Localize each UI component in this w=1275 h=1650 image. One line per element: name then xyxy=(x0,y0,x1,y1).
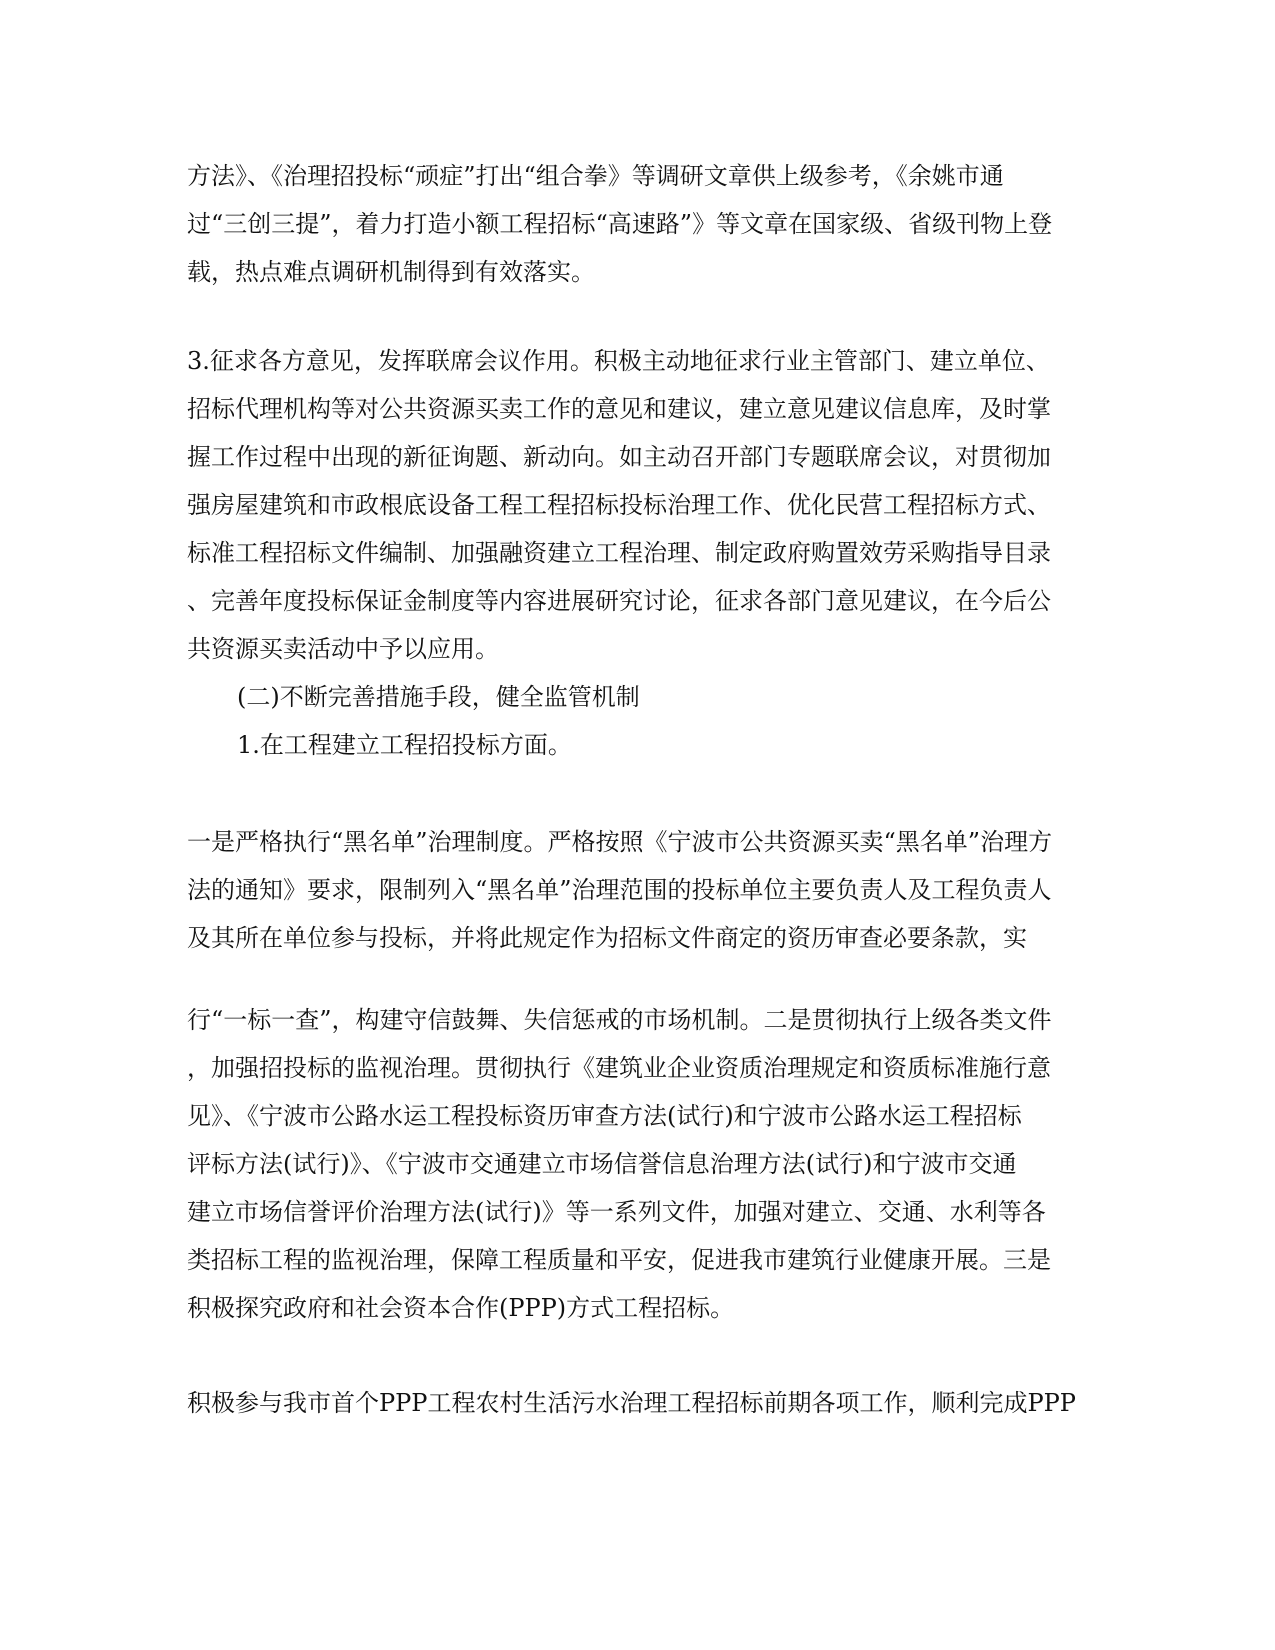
text-line: 积极探究政府和社会资本合作(PPP)方式工程招标。 xyxy=(187,1294,735,1322)
text-line: 见》、《宁波市公路水运工程投标资历审查方法(试行)和宁波市公路水运工程招标 xyxy=(187,1102,1022,1130)
text-line: 握工作过程中出现的新征询题、新动向。如主动召开部门专题联席会议，对贯彻加 xyxy=(187,443,1051,471)
section-heading xyxy=(187,673,1137,721)
text-line: 强房屋建筑和市政根底设备工程工程招标投标治理工作、优化民营工程招标方式、 xyxy=(187,491,1051,519)
text-line: 共资源买卖活动中予以应用。 xyxy=(187,635,499,663)
text-line: 载，热点难点调研机制得到有效落实。 xyxy=(187,258,595,286)
text-line: 过“三创三提”，着力打造小额工程招标“高速路”》等文章在国家级、省级刊物上登 xyxy=(187,210,1053,238)
paragraph-joint-meeting xyxy=(187,337,1087,673)
text-line: ，加强招投标的监视治理。贯彻执行《建筑业企业资质治理规定和资质标准施行意 xyxy=(187,1054,1051,1082)
text-line: 方法》、《治理招投标“顽症”打出“组合拳》等调研文章供上级参考，《余姚市通 xyxy=(187,162,1004,190)
paragraph-ppp xyxy=(187,1379,1087,1427)
paragraph-research-articles xyxy=(187,152,1087,296)
text-line: 行“一标一查”，构建守信鼓舞、失信惩戒的市场机制。二是贯彻执行上级各类文件 xyxy=(187,1006,1052,1034)
text-line: 1.在工程建立工程招投标方面。 xyxy=(237,731,572,759)
text-line: (二)不断完善措施手段，健全监管机制 xyxy=(237,683,640,711)
text-line: 积极参与我市首个PPP工程农村生活污水治理工程招标前期各项工作，顺利完成PPP xyxy=(187,1389,1076,1417)
text-line: 、完善年度投标保证金制度等内容进展研究讨论，征求各部门意见建议，在今后公 xyxy=(187,587,1051,615)
text-line: 建立市场信誉评价治理方法(试行)》等一系列文件，加强对建立、交通、水利等各 xyxy=(187,1198,1046,1226)
text-line: 招标代理机构等对公共资源买卖工作的意见和建议，建立意见建议信息库，及时掌 xyxy=(187,395,1051,423)
subsection-heading xyxy=(187,721,1137,769)
text-line: 及其所在单位参与投标，并将此规定作为招标文件商定的资历审查必要条款，实 xyxy=(187,924,1027,952)
text-line: 法的通知》要求，限制列入“黑名单”治理范围的投标单位主要负责人及工程负责人 xyxy=(187,876,1052,904)
paragraph-supervision xyxy=(187,996,1087,1332)
text-line: 评标方法(试行)》、《宁波市交通建立市场信誉信息治理方法(试行)和宁波市交通 xyxy=(187,1150,1017,1178)
text-line: 类招标工程的监视治理，保障工程质量和平安，促进我市建筑行业健康开展。三是 xyxy=(187,1246,1051,1274)
paragraph-blacklist xyxy=(187,818,1087,962)
text-line: 3.征求各方意见，发挥联席会议作用。积极主动地征求行业主管部门、建立单位、 xyxy=(187,347,1050,375)
text-line: 标准工程招标文件编制、加强融资建立工程治理、制定政府购置效劳采购指导目录 xyxy=(187,539,1051,567)
text-line: 一是严格执行“黑名单”治理制度。严格按照《宁波市公共资源买卖“黑名单”治理方 xyxy=(187,828,1053,856)
